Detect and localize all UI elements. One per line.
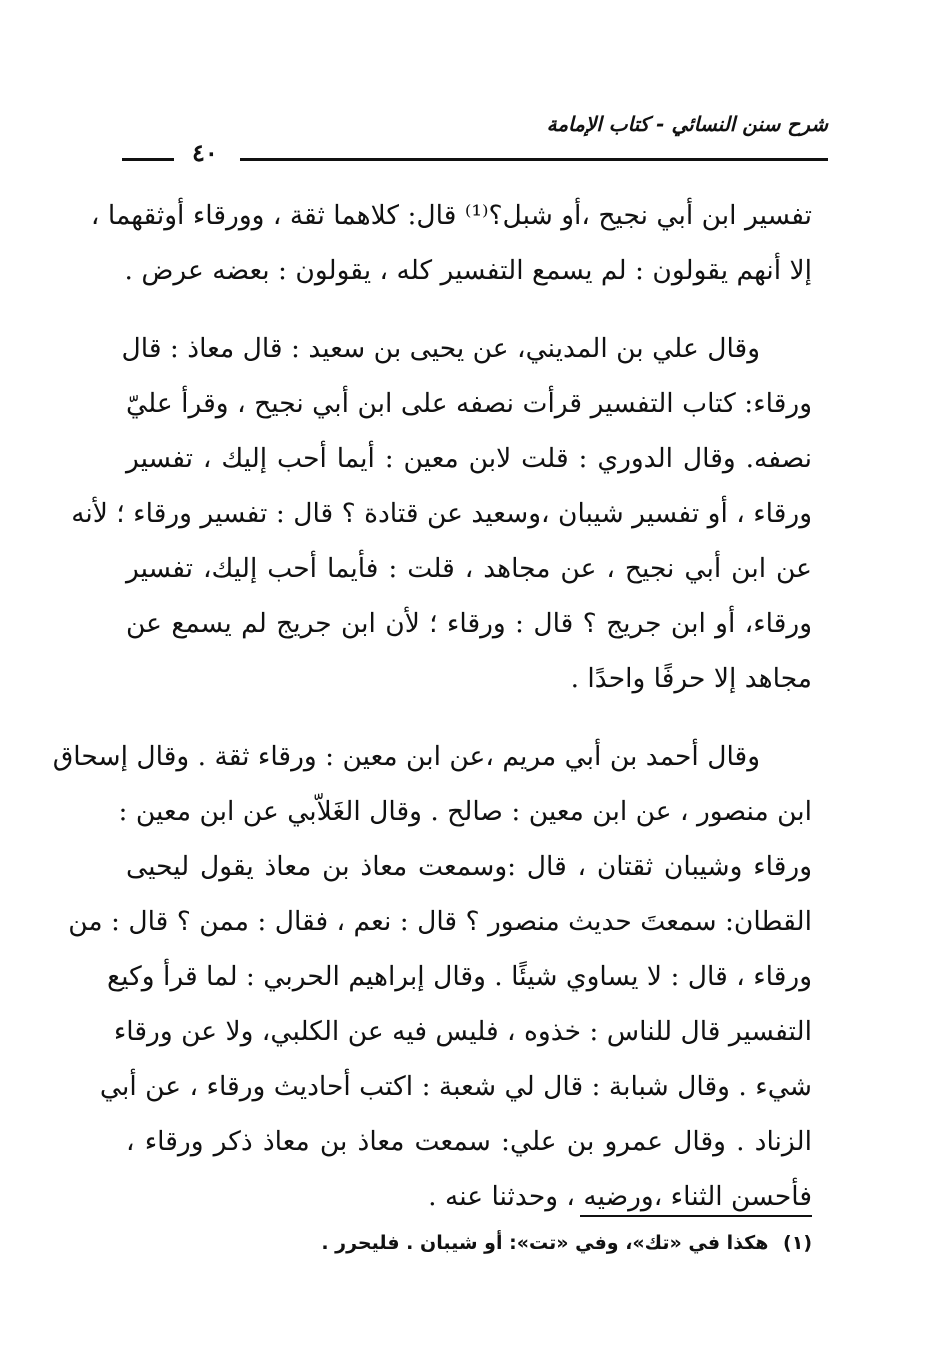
text-line: تفسير ابن أبي نجيح ،أو شبل؟⁽¹⁾ قال: كلاهما ثقة ، وورقاء أوثقهما ،	[90, 200, 812, 231]
paragraph-2	[71, 321, 812, 706]
header-rule	[240, 158, 828, 161]
footnote-number: (١)	[783, 1232, 812, 1254]
text-line: ورقاء: كتاب التفسير قرأت نصفه على ابن أبي نجيح ، وقرأ عليّ	[126, 388, 812, 419]
paragraph-3	[52, 729, 812, 1224]
footnote	[321, 1232, 812, 1254]
text-line: ابن منصور ، عن ابن معين : صالح . وقال الغَلاّبي عن ابن معين :	[118, 796, 812, 827]
text-line: ورقاء، أو ابن جريج ؟ قال : ورقاء ؛ لأن ابن جريج لم يسمع عن	[126, 608, 812, 639]
footnote-text: هكذا في «تك»، وفي «تت»: أو شيبان . فليحرر .	[321, 1232, 769, 1254]
text-line: عن ابن أبي نجيح ، عن مجاهد ، قلت : فأيما أحب إليك، تفسير	[126, 553, 812, 584]
text-line: نصفه. وقال الدوري : قلت لابن معين : أيما أحب إليك ، تفسير	[126, 443, 812, 474]
body-text	[52, 188, 812, 1247]
header-rule-short	[122, 158, 174, 161]
text-line: وقال أحمد بن أبي مريم ،عن ابن معين : ورقاء ثقة . وقال إسحاق	[52, 741, 760, 772]
text-line: ورقاء ، قال : لا يساوي شيئًا . وقال إبراهيم الحربي : لما قرأ وكيع	[107, 961, 812, 992]
text-line: مجاهد إلا حرفًا واحدًا .	[570, 663, 812, 694]
text-line: ورقاء وشيبان ثقتان ، قال :وسمعت معاذ بن معاذ يقول ليحيى	[126, 851, 812, 882]
text-line: ورقاء ، أو تفسير شيبان ،وسعيد عن قتادة ؟ قال : تفسير ورقاء ؛ لأنه	[71, 498, 812, 529]
text-line: وقال علي بن المديني، عن يحيى بن سعيد : قال معاذ : قال	[121, 333, 760, 364]
running-header	[122, 112, 828, 172]
text-line: التفسير قال للناس : خذوه ، فليس فيه عن الكلبي، ولا عن ورقاء	[113, 1016, 812, 1047]
page-number: ٤٠	[192, 138, 218, 167]
text-line: إلا أنهم يقولون : لم يسمع التفسير كله ، يقولون : بعضه عرض .	[124, 255, 812, 286]
text-line: الزناد . وقال عمرو بن علي: سمعت معاذ بن معاذ ذكر ورقاء ،	[126, 1126, 812, 1157]
text-line: القطان: سمعتَ حديث منصور ؟ قال : نعم ، فقال : ممن ؟ قال : من	[68, 906, 812, 937]
header-title: شرح سنن النسائي - كتاب الإمامة	[546, 112, 828, 136]
text-line: شيء . وقال شبابة : قال لي شعبة : اكتب أحاديث ورقاء ، عن أبي	[99, 1071, 812, 1102]
paragraph-1	[90, 188, 812, 298]
footnote-rule	[580, 1215, 812, 1217]
text-line: فأحسن الثناء ،ورضيه ، وحدثنا عنه .	[428, 1181, 812, 1212]
